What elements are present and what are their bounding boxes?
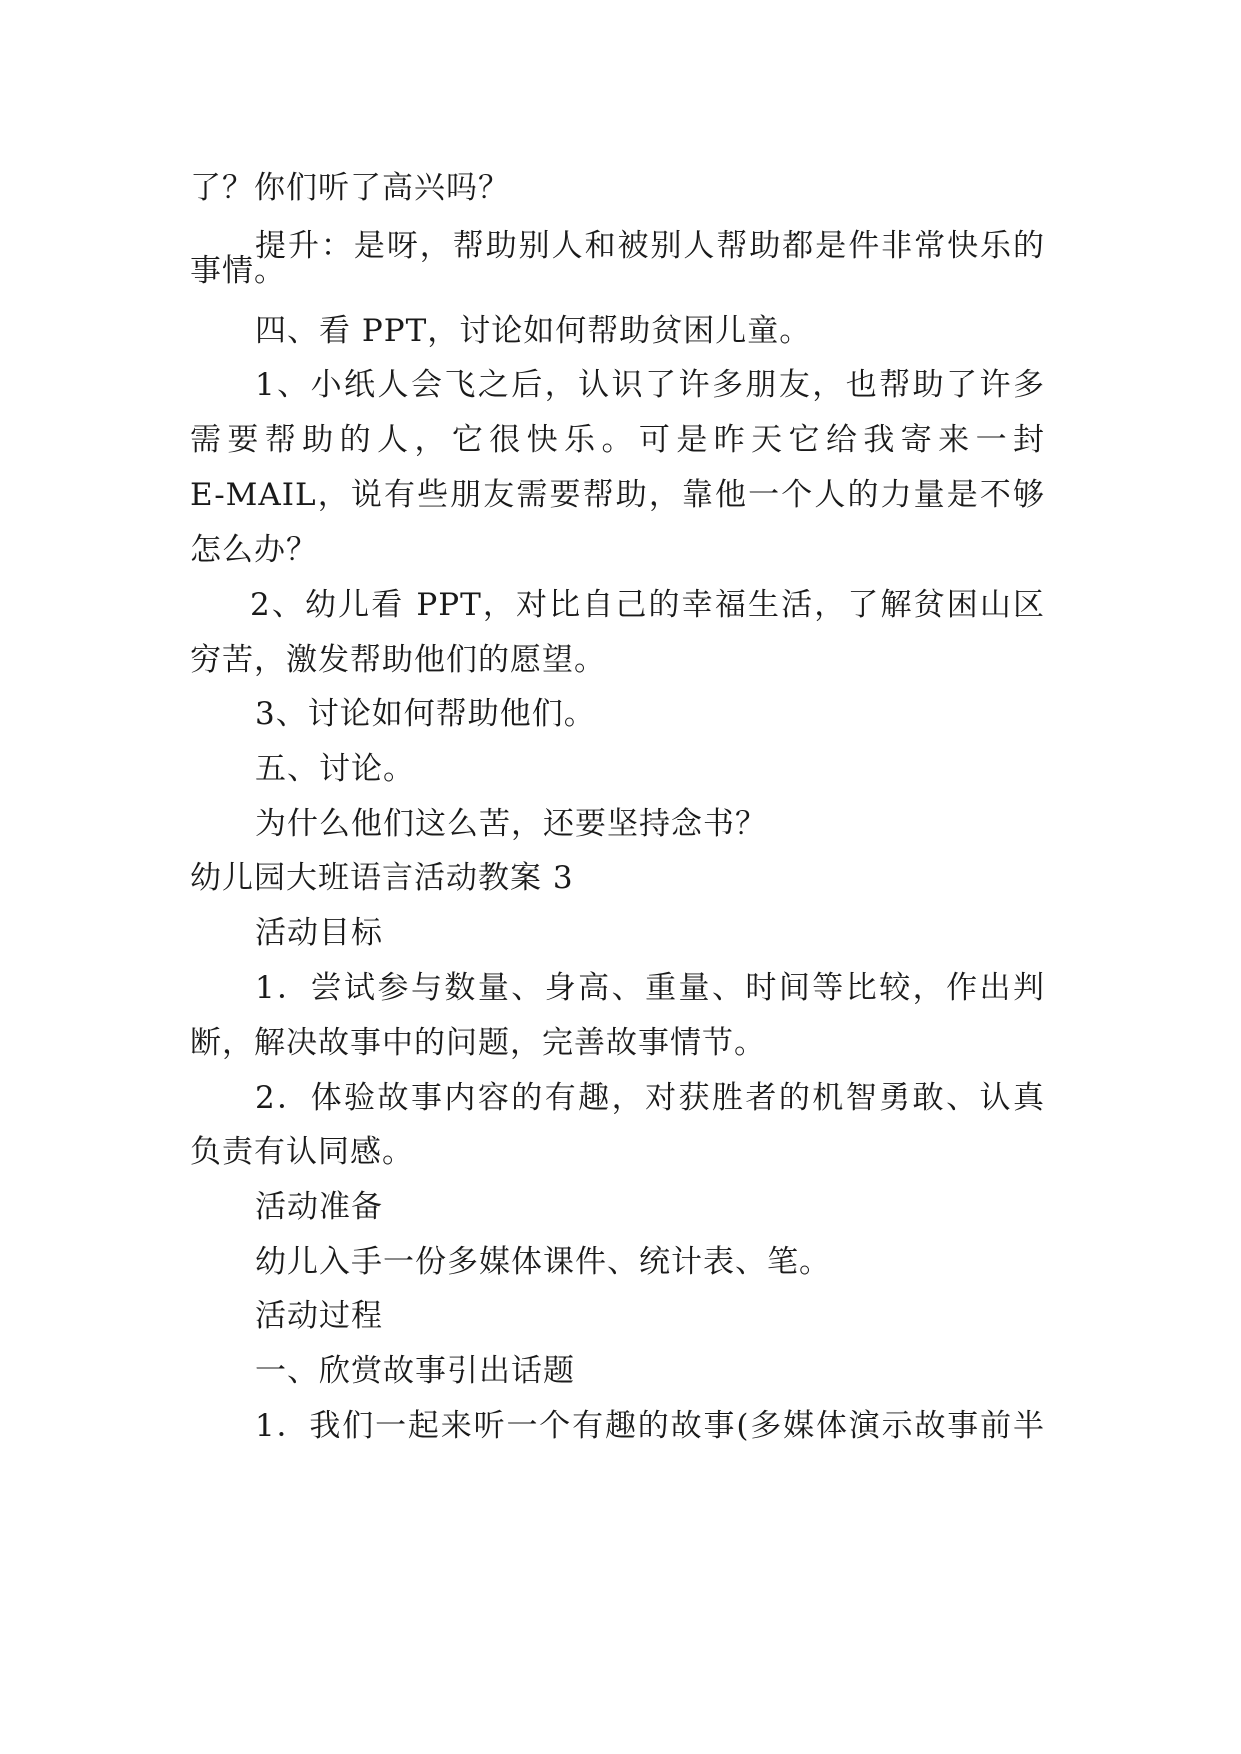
section-heading: 活动过程 — [255, 1298, 383, 1334]
section-heading: 活动准备 — [255, 1189, 383, 1225]
text-line: 为什么他们这么苦，还要坚持念书？ — [255, 806, 767, 842]
text-line: 需要帮助的人，它很快乐。可是昨天它给我寄来一封 — [190, 422, 1045, 458]
text-line: 了？你们听了高兴吗？ — [190, 170, 510, 206]
text-line: 1．我们一起来听一个有趣的故事(多媒体演示故事前半 — [255, 1408, 1045, 1444]
text-line: 负责有认同感。 — [190, 1134, 414, 1170]
text-line: 2．体验故事内容的有趣，对获胜者的机智勇敢、认真 — [255, 1080, 1045, 1116]
text-line: 提升：是呀，帮助别人和被别人帮助都是件非常快乐的 — [255, 228, 1045, 264]
text-line: E-MAIL，说有些朋友需要帮助，靠他一个人的力量是不够 — [190, 477, 1045, 513]
text-line: 1．尝试参与数量、身高、重量、时间等比较，作出判 — [255, 970, 1045, 1006]
section-heading: 一、欣赏故事引出话题 — [255, 1353, 575, 1389]
text-line: 2、幼儿看 PPT，对比自己的幸福生活，了解贫困山区 — [250, 587, 1045, 623]
document-title: 幼儿园大班语言活动教案 3 — [190, 860, 574, 896]
section-heading: 四、看 PPT，讨论如何帮助贫困儿童。 — [255, 313, 812, 349]
text-line: 1、小纸人会飞之后，认识了许多朋友，也帮助了许多 — [255, 367, 1045, 403]
section-heading: 活动目标 — [255, 915, 383, 951]
text-line: 3、讨论如何帮助他们。 — [255, 696, 596, 732]
text-line: 幼儿入手一份多媒体课件、统计表、笔。 — [255, 1244, 831, 1280]
text-line: 事情。 — [190, 253, 286, 289]
text-line: 穷苦，激发帮助他们的愿望。 — [190, 642, 606, 678]
section-heading: 五、讨论。 — [255, 751, 415, 787]
text-line: 断，解决故事中的问题，完善故事情节。 — [190, 1025, 766, 1061]
text-line: 怎么办？ — [190, 532, 318, 568]
